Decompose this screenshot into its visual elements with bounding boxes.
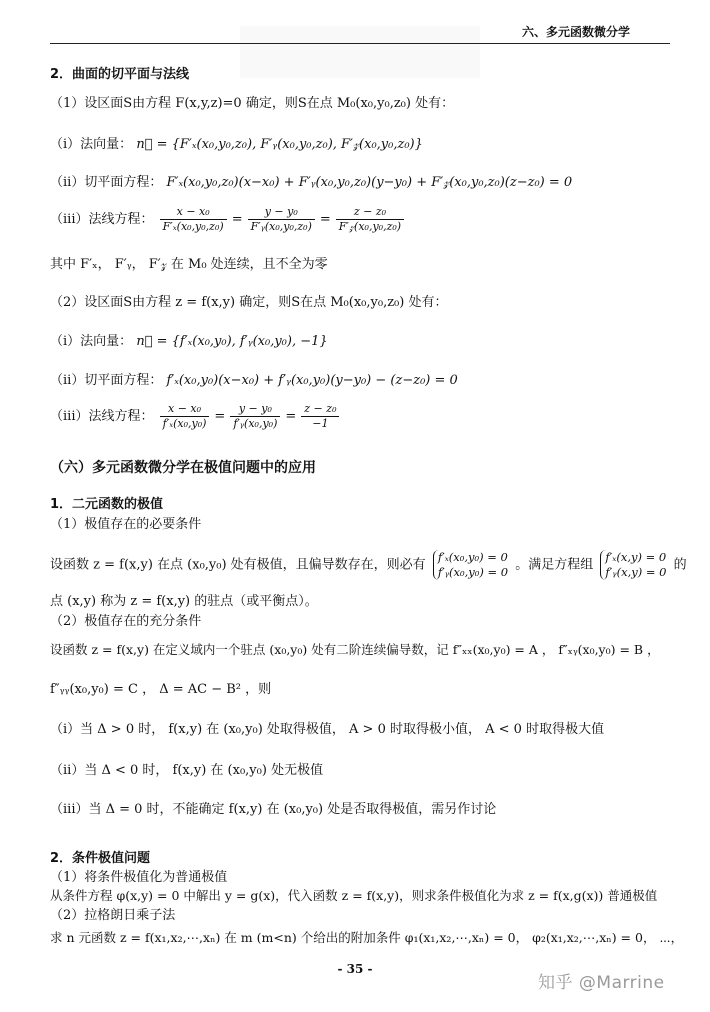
case1-normal-expr: n⃗ = {F′ₓ(x₀,y₀,z₀), F′ᵧ(x₀,y₀,z₀), F′𝓏(x₀,y₀,z₀)} <box>136 137 423 152</box>
extreme-title: 1．二元函数的极值 <box>50 497 164 512</box>
case1-tangent-expr: F′ₓ(x₀,y₀,z₀)(x−x₀) + F′ᵧ(x₀,y₀,z₀)(y−y₀) + F′𝓏(x₀,y₀,z₀)(z−z₀) = 0 <box>166 175 573 190</box>
case2-tangent-expr: f′ₓ(x₀,y₀)(x−x₀) + f′ᵧ(x₀,y₀)(y−y₀) − (z−z₀) = 0 <box>166 373 458 388</box>
case2-frac-3: $\frac{\text{z − z₀}}{-1}$ <box>301 402 339 431</box>
case1-tangent <box>50 174 680 192</box>
case1-frac-3: $\frac{\text{z − z₀}}{\text{F′𝓏(x₀,y₀,z₀)}}$ <box>336 205 404 234</box>
case2-normal-label: （i）法向量： <box>50 334 133 349</box>
conditional-item2-text: 求 n 元函数 z = f(x₁,x₂,⋯,xₙ) 在 m (m<n) 个给出的附加条件 φ₁(x₁,x₂,⋯,xₙ) = 0， φ₂(x₁,x₂,⋯,xₙ) = 0， ⋯， <box>50 930 684 945</box>
case2-frac-2: $\frac{\text{y − y₀}}{\text{f′ᵧ(x₀,y₀)}}$ <box>230 402 280 431</box>
conditional-item1: （1）将条件极值化为普通极值 <box>50 870 228 885</box>
necessary-system-2: f′ₓ(x,y) = 0 f′ᵧ(x,y) = 0 <box>600 550 666 580</box>
extreme-case-iii: （iii）当 Δ = 0 时，不能确定 f(x,y) 在 (x₀,y₀) 处是否取得极值，需另作讨论 <box>50 802 497 817</box>
page-number: - 35 - <box>337 962 373 976</box>
header-rule <box>50 43 670 44</box>
case1-line-label: （iii）法线方程： <box>50 212 154 227</box>
extreme-case-i: （i）当 Δ > 0 时， f(x,y) 在 (x₀,y₀) 处取得极值， A > 0 时取得极小值， A < 0 时取得极大值 <box>50 722 605 737</box>
extreme-case-ii: （ii）当 Δ < 0 时， f(x,y) 在 (x₀,y₀) 处无极值 <box>50 763 324 778</box>
case1-intro: （1）设区面S由方程 F(x,y,z)=0 确定，则S在点 M₀(x₀,y₀,z₀) 处有： <box>50 96 455 111</box>
case1-normal-label: （i）法向量： <box>50 137 133 152</box>
case1-normal-line: （iii）法线方程： $\frac{\text{x − x₀}}{\text{F′ₓ(x₀,y₀,z₀)}}$ = $\frac{\text{y − y₀}}{\text{F′ᵧ(x₀,y₀,z₀)}}$ = $\frac{\text{z − z₀}}{\text{F′𝓏(x₀,y₀,z₀)}}$ <box>50 205 680 234</box>
conditional-title: 2．条件极值问题 <box>50 851 151 866</box>
case2-intro: （2）设区面S由方程 z = f(x,y) 确定，则S在点 M₀(x₀,y₀,z₀) 处有： <box>50 295 448 310</box>
case1-note: 其中 F′ₓ， F′ᵧ， F′𝓏 在 M₀ 处连续，且不全为零 <box>50 257 328 272</box>
extreme-sufficient-text-b: f″ᵧᵧ(x₀,y₀) = C ， Δ = AC − B² ，则 <box>50 682 272 697</box>
necessary-system-1: f′ₓ(x₀,y₀) = 0 f′ᵧ(x₀,y₀) = 0 <box>433 550 508 580</box>
case2-line-label: （iii）法线方程： <box>50 409 154 424</box>
extreme-sufficient-text-a: 设函数 z = f(x,y) 在定义域内一个驻点 (x₀,y₀) 处有二阶连续偏导数，记 f″ₓₓ(x₀,y₀) = A ， f″ₓᵧ(x₀,y₀) = B ， <box>50 642 660 657</box>
case2-normal-line: （iii）法线方程： $\frac{\text{x − x₀}}{\text{f′ₓ(x₀,y₀)}}$ = $\frac{\text{y − y₀}}{\text{f′ᵧ(x₀,y₀)}}$ = $\frac{\text{z − z₀}}{-1}$ <box>50 402 680 431</box>
case2-tangent <box>50 372 680 390</box>
section-title-tangent-plane: 2．曲面的切平面与法线 <box>50 67 190 82</box>
case2-normal <box>50 333 680 351</box>
conditional-item2: （2）拉格朗日乘子法 <box>50 908 176 923</box>
extreme-sufficient-title: （2）极值存在的充分条件 <box>50 614 202 629</box>
case1-frac-2: $\frac{\text{y − y₀}}{\text{F′ᵧ(x₀,y₀,z₀)}}$ <box>248 205 315 234</box>
extreme-necessary-title: （1）极值存在的必要条件 <box>50 517 202 532</box>
case1-tangent-label: （ii）切平面方程： <box>50 175 163 190</box>
case1-frac-1: $\frac{\text{x − x₀}}{\text{F′ₓ(x₀,y₀,z₀)}}$ <box>160 205 227 234</box>
case2-frac-1: $\frac{\text{x − x₀}}{\text{f′ₓ(x₀,y₀)}}$ <box>160 402 210 431</box>
conditional-item1-text: 从条件方程 φ(x,y) = 0 中解出 y = g(x)，代入函数 z = f(x,y)，则求条件极值化为求 z = f(x,g(x)) 普通极值 <box>50 888 658 903</box>
extreme-necessary-text: 设函数 z = f(x,y) 在点 (x₀,y₀) 处有极值，且偏导数存在，则必有 f′ₓ(x₀,y₀) = 0 f′ᵧ(x₀,y₀) = 0 。满足方程组 f′ₓ(x,y) = 0 f′ᵧ(x,y) = 0 的 <box>50 550 687 579</box>
extreme-stationary-point: 点 (x,y) 称为 z = f(x,y) 的驻点（或平衡点）。 <box>50 594 318 609</box>
case2-normal-expr: n⃗ = {f′ₓ(x₀,y₀), f′ᵧ(x₀,y₀), −1} <box>136 334 328 349</box>
page-header: 六、多元函数微分学 <box>521 25 630 39</box>
section-title-extreme: （六）多元函数微分学在极值问题中的应用 <box>50 460 316 476</box>
watermark: 知乎 @Marrine <box>538 973 665 993</box>
case1-normal <box>50 136 680 154</box>
case2-tangent-label: （ii）切平面方程： <box>50 373 163 388</box>
